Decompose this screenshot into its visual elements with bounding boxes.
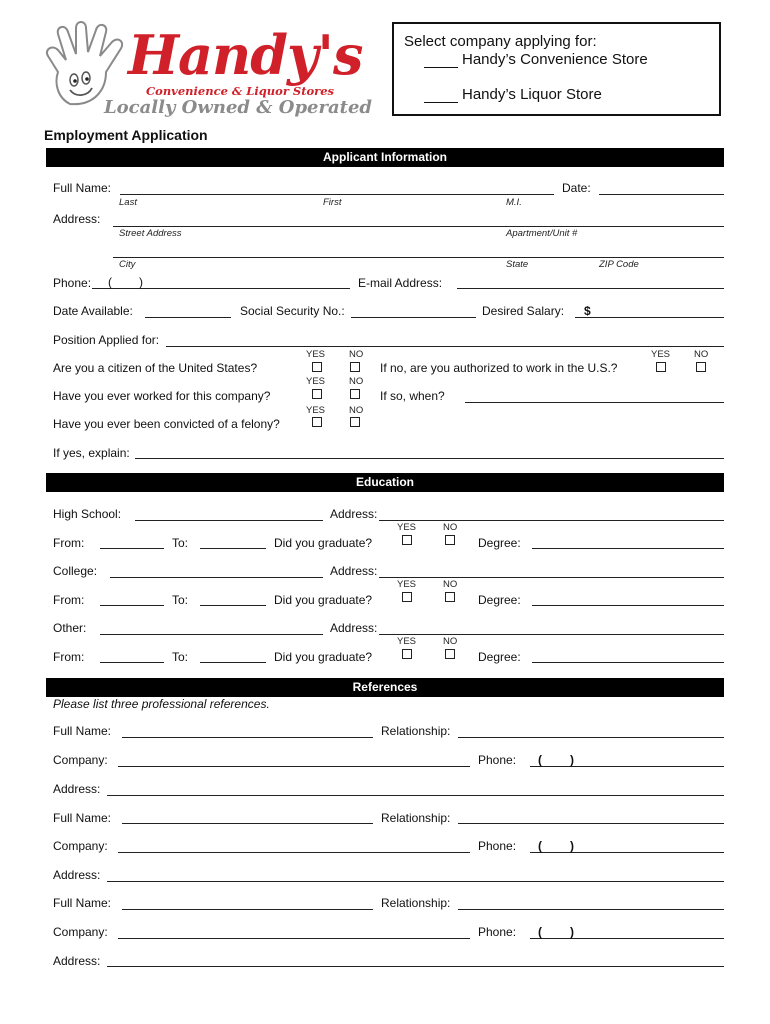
college-label: College: — [53, 564, 98, 578]
worked-yes-checkbox[interactable] — [312, 389, 322, 399]
worked-yes-label: YES — [306, 376, 326, 387]
ref2-phone-paren-close: ) — [570, 839, 574, 853]
email-label: E-mail Address: — [358, 276, 443, 290]
college-yes-label: YES — [397, 579, 417, 590]
ref2-phone-paren-open: ( — [538, 839, 542, 853]
first-name-hint: First — [323, 197, 342, 208]
ref1-address-field[interactable] — [107, 795, 724, 796]
apartment-hint: Apartment/Unit # — [506, 228, 578, 239]
ref2-full-name-field[interactable] — [122, 823, 373, 824]
felony-no-checkbox[interactable] — [350, 417, 360, 427]
company-select-box — [392, 22, 721, 116]
college-to-field[interactable] — [200, 605, 266, 606]
street-address-hint: Street Address — [119, 228, 182, 239]
other-to-label: To: — [172, 650, 189, 664]
high-school-address-label: Address: — [330, 507, 378, 521]
felony-yes-label: YES — [306, 405, 326, 416]
other-degree-field[interactable] — [532, 662, 724, 663]
college-degree-label: Degree: — [478, 593, 521, 607]
hs-graduate-yes-checkbox[interactable] — [402, 535, 412, 545]
ref1-relationship-label: Relationship: — [381, 724, 451, 738]
logo-subtitle: Convenience & Liquor Stores — [146, 84, 335, 98]
ref3-phone-field[interactable] — [530, 938, 724, 939]
college-to-label: To: — [172, 593, 189, 607]
high-school-address-field[interactable] — [379, 520, 724, 521]
felony-no-label: NO — [349, 405, 364, 416]
ref3-phone-paren-open: ( — [538, 925, 542, 939]
logo — [40, 18, 370, 128]
worked-question: Have you ever worked for this company? — [53, 389, 271, 403]
citizen-yes-label: YES — [306, 349, 326, 360]
ref3-address-label: Address: — [53, 954, 101, 968]
state-hint: State — [506, 259, 529, 270]
felony-question: Have you ever been convicted of a felony? — [53, 417, 280, 431]
citizen-yes-checkbox[interactable] — [312, 362, 322, 372]
other-graduate-yes-checkbox[interactable] — [402, 649, 412, 659]
section-references: References — [46, 678, 724, 697]
hs-graduate-no-checkbox[interactable] — [445, 535, 455, 545]
ref2-phone-label: Phone: — [478, 839, 517, 853]
phone-field[interactable] — [92, 288, 350, 289]
felony-yes-checkbox[interactable] — [312, 417, 322, 427]
hs-degree-field[interactable] — [532, 548, 724, 549]
college-degree-field[interactable] — [532, 605, 724, 606]
position-field[interactable] — [166, 346, 724, 347]
other-yes-label: YES — [397, 636, 417, 647]
ref3-company-field[interactable] — [118, 938, 470, 939]
college-graduate-label: Did you graduate? — [274, 593, 373, 607]
logo-tagline: Locally Owned & Operated — [104, 97, 372, 118]
college-no-label: NO — [443, 579, 458, 590]
page-title: Employment Application — [44, 127, 208, 143]
college-graduate-no-checkbox[interactable] — [445, 592, 455, 602]
ref2-full-name-label: Full Name: — [53, 811, 112, 825]
hs-to-field[interactable] — [200, 548, 266, 549]
citizen-question: Are you a citizen of the United States? — [53, 361, 258, 375]
other-no-label: NO — [443, 636, 458, 647]
phone-paren-close: ) — [139, 275, 143, 289]
other-degree-label: Degree: — [478, 650, 521, 664]
college-from-label: From: — [53, 593, 85, 607]
ref1-relationship-field[interactable] — [458, 737, 724, 738]
high-school-field[interactable] — [135, 520, 323, 521]
authorized-yes-checkbox[interactable] — [656, 362, 666, 372]
hs-no-label: NO — [443, 522, 458, 533]
logo-brand: Handy's — [128, 23, 363, 87]
references-instruction: Please list three professional references. — [53, 697, 270, 711]
dollar-sign: $ — [584, 304, 591, 318]
ref1-company-field[interactable] — [118, 766, 470, 767]
other-school-label: Other: — [53, 621, 87, 635]
section-education: Education — [46, 473, 724, 492]
ref1-company-label: Company: — [53, 753, 108, 767]
authorized-no-checkbox[interactable] — [696, 362, 706, 372]
city-hint: City — [119, 259, 136, 270]
ref3-full-name-label: Full Name: — [53, 896, 112, 910]
phone-label: Phone: — [53, 276, 92, 290]
street-address-field[interactable] — [113, 226, 724, 227]
ssn-label: Social Security No.: — [240, 304, 345, 318]
citizen-no-label: NO — [349, 349, 364, 360]
authorized-yes-label: YES — [651, 349, 671, 360]
ref1-full-name-field[interactable] — [122, 737, 373, 738]
full-name-field[interactable] — [120, 194, 554, 195]
high-school-label: High School: — [53, 507, 122, 521]
other-address-field[interactable] — [379, 634, 724, 635]
if-so-when-label: If so, when? — [380, 389, 445, 403]
college-address-field[interactable] — [379, 577, 724, 578]
date-available-field[interactable] — [145, 317, 231, 318]
other-graduate-no-checkbox[interactable] — [445, 649, 455, 659]
ref3-relationship-field[interactable] — [458, 909, 724, 910]
ref2-address-field[interactable] — [107, 881, 724, 882]
authorized-question: If no, are you authorized to work in the U.S.? — [380, 361, 618, 375]
position-label: Position Applied for: — [53, 333, 160, 347]
ref2-phone-field[interactable] — [530, 852, 724, 853]
worked-no-checkbox[interactable] — [350, 389, 360, 399]
ref3-full-name-field[interactable] — [122, 909, 373, 910]
college-graduate-yes-checkbox[interactable] — [402, 592, 412, 602]
desired-salary-label: Desired Salary: — [482, 304, 565, 318]
convenience-store-blank[interactable] — [424, 67, 458, 68]
ref1-phone-paren-open: ( — [538, 753, 542, 767]
ref3-phone-label: Phone: — [478, 925, 517, 939]
liquor-store-option: Handy’s Liquor Store — [462, 86, 602, 103]
hs-to-label: To: — [172, 536, 189, 550]
company-select-title: Select company applying for: — [404, 33, 597, 50]
ref2-company-label: Company: — [53, 839, 108, 853]
middle-initial-hint: M.I. — [506, 197, 522, 208]
ref3-company-label: Company: — [53, 925, 108, 939]
ref2-company-field[interactable] — [118, 852, 470, 853]
hs-graduate-label: Did you graduate? — [274, 536, 373, 550]
ref1-address-label: Address: — [53, 782, 101, 796]
hs-yes-label: YES — [397, 522, 417, 533]
if-so-when-field[interactable] — [465, 402, 724, 403]
ref1-phone-label: Phone: — [478, 753, 517, 767]
ref3-relationship-label: Relationship: — [381, 896, 451, 910]
ref2-relationship-label: Relationship: — [381, 811, 451, 825]
city-state-zip-field[interactable] — [113, 257, 724, 258]
phone-paren-open: ( — [108, 275, 112, 289]
email-field[interactable] — [457, 288, 724, 289]
ref1-phone-paren-close: ) — [570, 753, 574, 767]
zip-hint: ZIP Code — [599, 259, 639, 270]
full-name-label: Full Name: — [53, 181, 112, 195]
liquor-store-blank[interactable] — [424, 102, 458, 103]
ssn-field[interactable] — [351, 317, 476, 318]
explain-label: If yes, explain: — [53, 446, 130, 460]
date-label: Date: — [562, 181, 591, 195]
college-field[interactable] — [110, 577, 323, 578]
date-field[interactable] — [599, 194, 724, 195]
hs-degree-label: Degree: — [478, 536, 521, 550]
hs-from-label: From: — [53, 536, 85, 550]
hs-from-field[interactable] — [100, 548, 164, 549]
address-label: Address: — [53, 212, 101, 226]
ref2-relationship-field[interactable] — [458, 823, 724, 824]
college-address-label: Address: — [330, 564, 378, 578]
section-applicant-information: Applicant Information — [46, 148, 724, 167]
other-address-label: Address: — [330, 621, 378, 635]
ref1-full-name-label: Full Name: — [53, 724, 112, 738]
ref1-phone-field[interactable] — [530, 766, 724, 767]
ref2-address-label: Address: — [53, 868, 101, 882]
ref3-address-field[interactable] — [107, 966, 724, 967]
worked-no-label: NO — [349, 376, 364, 387]
other-from-label: From: — [53, 650, 85, 664]
convenience-store-option: Handy’s Convenience Store — [462, 51, 648, 68]
explain-field[interactable] — [135, 458, 724, 459]
other-to-field[interactable] — [200, 662, 266, 663]
last-name-hint: Last — [119, 197, 137, 208]
college-from-field[interactable] — [100, 605, 164, 606]
other-from-field[interactable] — [100, 662, 164, 663]
authorized-no-label: NO — [694, 349, 709, 360]
citizen-no-checkbox[interactable] — [350, 362, 360, 372]
date-available-label: Date Available: — [53, 304, 133, 318]
other-school-field[interactable] — [100, 634, 323, 635]
other-graduate-label: Did you graduate? — [274, 650, 373, 664]
ref3-phone-paren-close: ) — [570, 925, 574, 939]
desired-salary-field[interactable] — [575, 317, 724, 318]
